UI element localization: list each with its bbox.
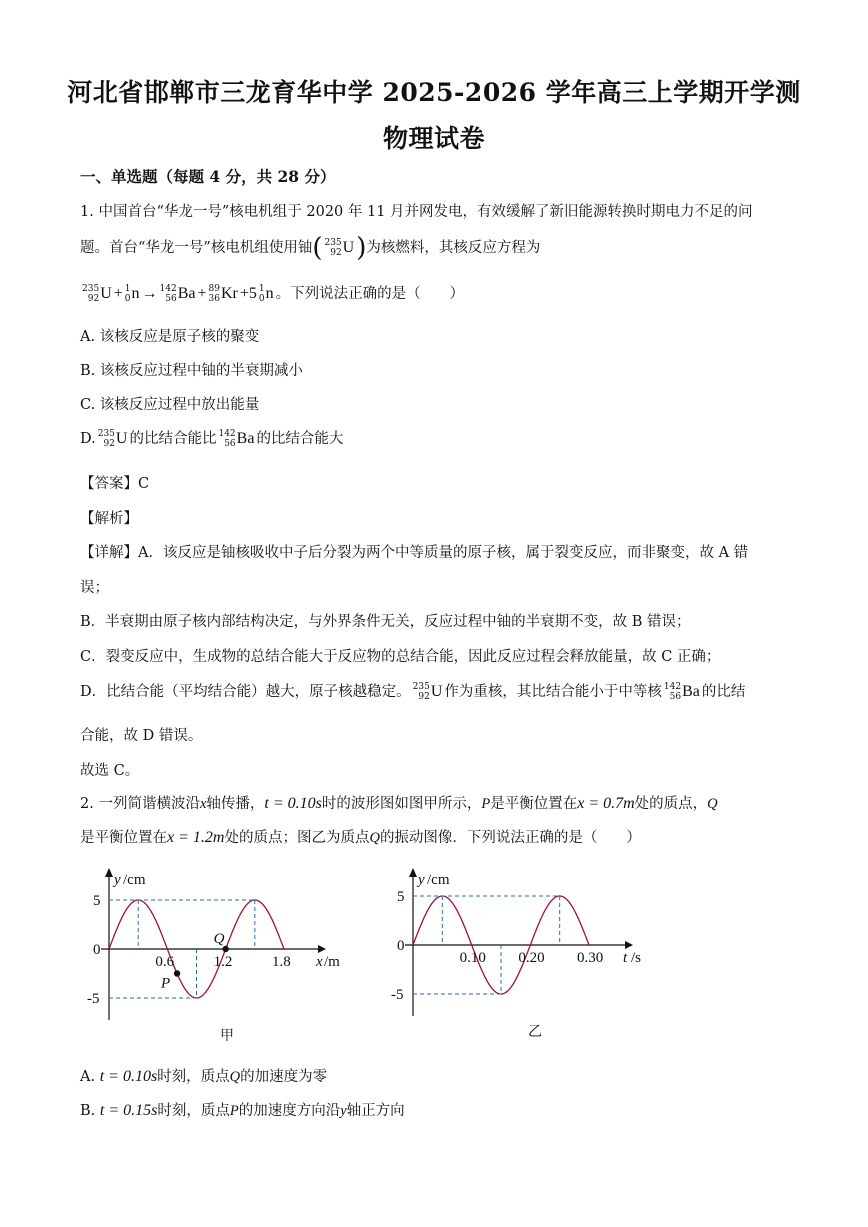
point-p xyxy=(174,970,180,976)
eq-uranium: 235 92 U xyxy=(82,284,112,304)
q1-stem-line2 xyxy=(80,233,540,263)
x-axis-label: x xyxy=(316,954,323,970)
plus-sign: + xyxy=(113,285,123,302)
x-tick-label: 1.2 xyxy=(213,954,233,970)
detail-uranium: 235 92 U xyxy=(412,682,443,702)
q1-option-a: A. 该核反应是原子核的聚变 xyxy=(80,329,260,345)
x-axis-unit: /m xyxy=(324,954,340,970)
x-tick-label: 1.8 xyxy=(272,954,291,970)
plus-sign: + xyxy=(239,285,249,302)
x-tick-label: 0.6 xyxy=(155,954,175,970)
d-uranium: 235 92 U xyxy=(97,429,128,449)
vibration-graph-yi xyxy=(385,862,675,1047)
y-axis-label: y xyxy=(418,872,425,888)
q1-detail-d-cont: 合能，故 D 错误。 xyxy=(80,728,203,744)
detail-barium: 142 56 Ba xyxy=(663,682,700,702)
q1-equation xyxy=(80,282,464,304)
y-axis-arrow xyxy=(409,868,417,877)
q1-detail-a-cont: 误； xyxy=(80,580,109,596)
eq-barium: 142 56 Ba xyxy=(159,284,196,304)
q1-detail-d: D．比结合能（平均结合能）越大，原子核越稳定。 235 92 U 作为重核，其比结合能小于中等核 142 56 Ba 的比结 xyxy=(80,682,746,702)
plus-sign: + xyxy=(197,285,207,302)
y-tick-label: 5 xyxy=(397,889,405,905)
q1-detail-c: C．裂变反应中，生成物的总结合能大于反应物的总结合能，因此反应过程会释放能量，故 C 正确； xyxy=(80,649,721,665)
y-tick-label: 5 xyxy=(93,893,101,909)
q2-stem-line2: 是平衡位置在x = 1.2m处的质点；图乙为质点Q的振动图像．下列说法正确的是（ ） xyxy=(80,829,641,846)
q1-question: 。下列说法正确的是（ ） xyxy=(275,286,465,302)
y-tick-label: 0 xyxy=(397,938,405,954)
graph-caption: 乙 xyxy=(528,1025,542,1040)
y-axis-unit: /cm xyxy=(123,872,146,888)
q1-detail-b: B．半衰期由原子核内部结构决定，与外界条件无关，反应过程中铀的半衰期不变，故 B 错误； xyxy=(80,614,691,630)
q1-analysis-heading: 【解析】 xyxy=(80,511,138,527)
x-axis-arrow xyxy=(318,945,326,953)
eq-neutron: 1 0 n xyxy=(124,284,140,304)
x-tick-label: 0.20 xyxy=(518,950,545,966)
q1-stem-text2: 为核燃料，其核反应方程为 xyxy=(366,240,541,256)
y-tick-label: -5 xyxy=(87,991,100,1007)
uranium-nuclide: 235 92 U xyxy=(324,238,355,258)
q1-answer: 【答案】C xyxy=(80,476,150,492)
x-axis-label: t xyxy=(623,950,628,966)
q1-conclusion: 故选 C。 xyxy=(80,763,140,779)
q1-stem-line1: 1. 中国首台“华龙一号”核电机组于 2020 年 11 月并网发电，有效缓解了新旧能源转换时期电力不足的问 xyxy=(80,204,753,220)
q1-stem-text: 题。首台“华龙一号”核电机组使用铀 xyxy=(80,240,313,256)
eq-neutron-product: 1 0 n xyxy=(258,284,274,304)
y-axis-unit: /cm xyxy=(427,872,450,888)
coefficient: 5 xyxy=(248,285,257,302)
wave-graph-jia xyxy=(80,862,370,1047)
d-barium: 142 56 Ba xyxy=(218,429,255,449)
eq-krypton: 89 36 Kr xyxy=(208,284,238,304)
y-axis-arrow xyxy=(105,868,113,877)
q1-detail-a: 【详解】A．该反应是铀核吸收中子后分裂为两个中等质量的原子核，属于裂变反应，而非聚变，故 A 错 xyxy=(80,545,749,561)
section-heading: 一、单选题（每题 4 分，共 28 分） xyxy=(80,167,336,186)
x-axis-arrow xyxy=(625,941,633,949)
y-tick-label: -5 xyxy=(391,987,404,1003)
point-label-p: P xyxy=(161,975,171,992)
q2-option-b: B. t = 0.15s时刻，质点P的加速度方向沿y轴正方向 xyxy=(80,1102,405,1119)
open-paren: ( xyxy=(312,233,323,263)
y-tick-label: 0 xyxy=(93,942,101,958)
point-label-q: Q xyxy=(213,931,225,947)
graph-caption: 甲 xyxy=(220,1029,234,1044)
x-axis-unit: /s xyxy=(631,950,642,966)
y-axis-label: y xyxy=(114,872,121,888)
x-tick-label: 0.10 xyxy=(459,950,486,966)
q1-option-c: C. 该核反应过程中放出能量 xyxy=(80,397,260,413)
q1-option-b: B. 该核反应过程中铀的半衰期减小 xyxy=(80,363,303,379)
q2-option-a: A. t = 0.10s时刻，质点Q的加速度为零 xyxy=(80,1068,328,1085)
arrow: → xyxy=(141,285,158,302)
close-paren: ) xyxy=(356,233,367,263)
q2-stem-line1: 2. 一列简谐横波沿x轴传播，t = 0.10s时的波形图如图甲所示，P是平衡位置在x = 0.7m处的质点，Q xyxy=(80,795,718,812)
q1-option-d: D. 235 92 U 的比结合能比 142 56 Ba 的比结合能大 xyxy=(80,429,344,449)
x-tick-label: 0.30 xyxy=(577,950,604,966)
page-title: 河北省邯郸市三龙育华中学 2025-2026 学年高三上学期开学测物理试卷 xyxy=(67,78,801,153)
